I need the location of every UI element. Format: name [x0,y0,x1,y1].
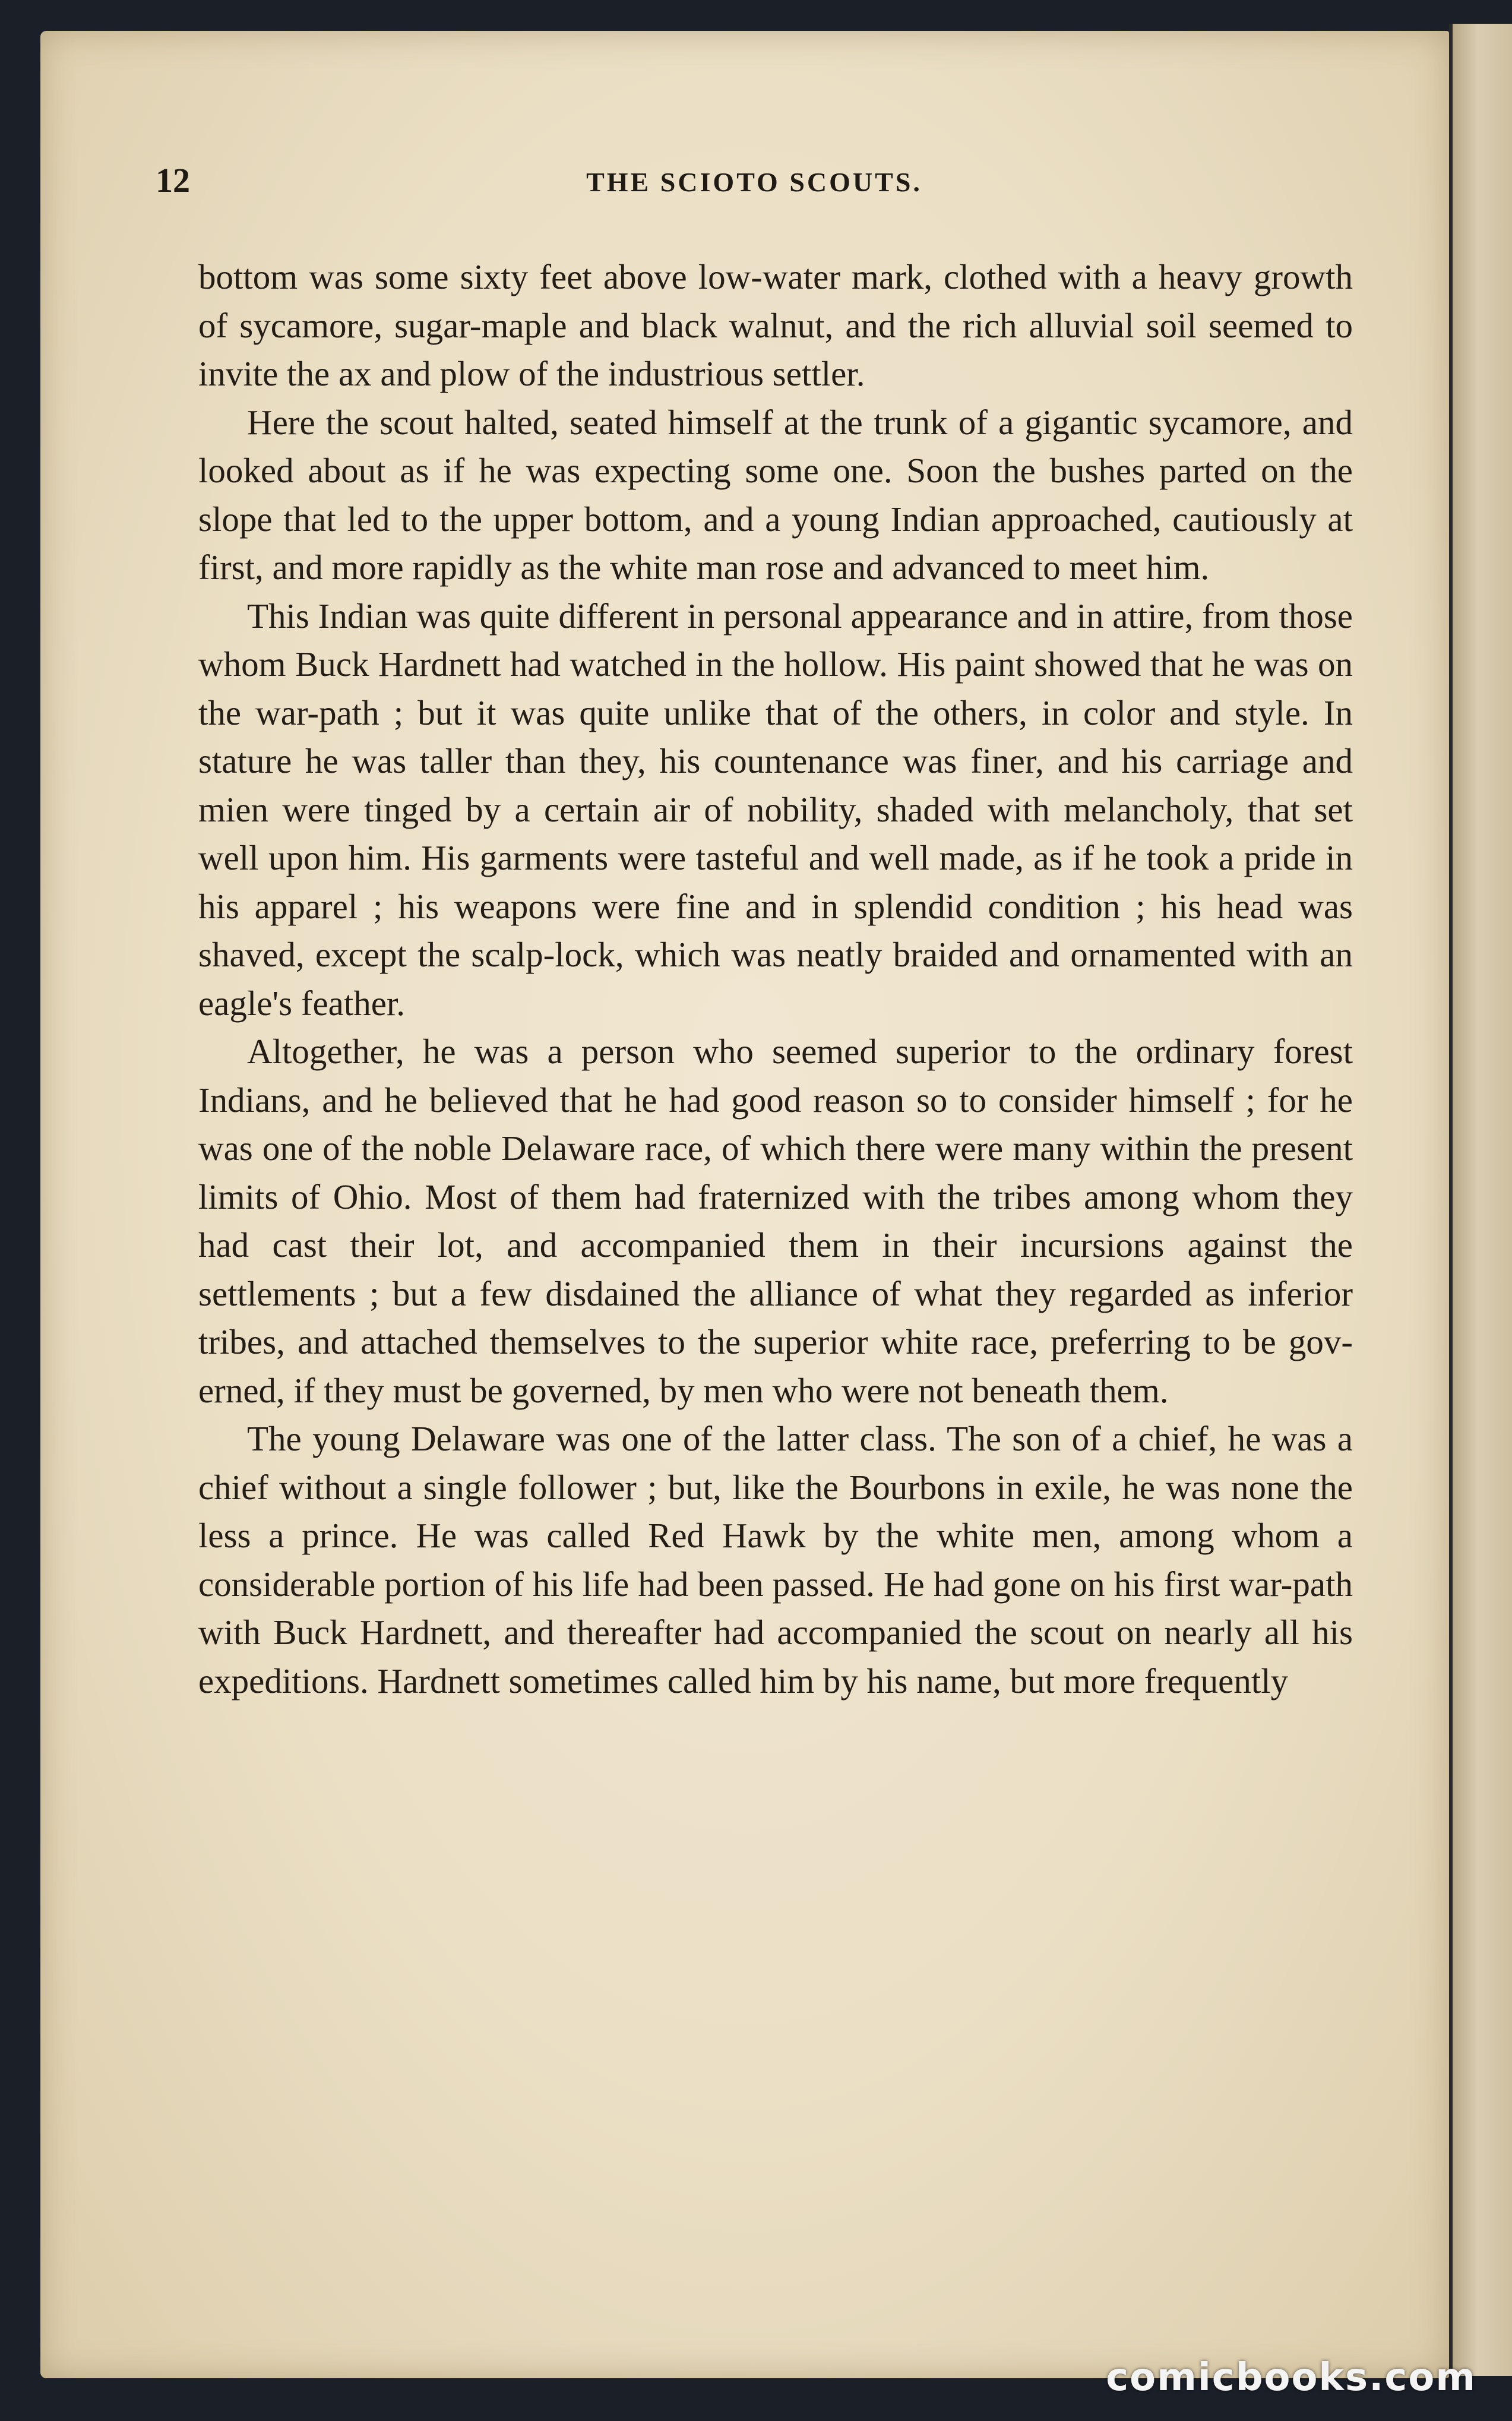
page-number: 12 [156,161,190,200]
running-head: THE SCIOTO SCOUTS. [586,167,922,197]
paragraph-5: The young Delaware was one of the latter class. The son of a chief, he was a chief without a single follower ; but, like the Bourbons in exile, he was none the less a prince. He was called Red Hawk by the white men, among whom a considerable portion of his life had been passed. He had gone on his first war-path with Buck Hardnett, and thereafter had accompanied the scout on nearly all his expeditions. Hardnett sometimes called him by his name, but more frequently [198,1419,1353,1701]
next-page-edge [1449,24,1512,2376]
paragraph-4: Altogether, he was a person who seemed superior to the ordinary forest Indians, and he believed that he had good reason so to consider himself ; for he was one of the noble Delaware race, of which there were many within the present limits of Ohio. Most of them had fraternized with the tribes among whom they had cast their lot, and accompanied them in their incursions against the settlements ; but a few disdained the alliance of what they regarded as inferior tribes, and attached themselves to the superior white race, preferring to be governed, if they must be governed, by men who were not beneath them. [198,1032,1353,1410]
body-text [198,253,1353,1705]
paragraph-3: This Indian was quite different in personal appearance and in attire, from those whom Buck Hardnett had watched in the hollow. His paint showed that he was on the war-path ; but it was quite unlike that of the others, in color and style. In stature he was taller than they, his countenance was finer, and his carriage and mien were tinged by a certain air of nobility, shaded with melancholy, that set well upon him. His garments were tasteful and well made, as if he took a pride in his apparel ; his weapons were fine and in splendid condition ; his head was shaved, except the scalp-lock, which was neatly braided and ornamented with an eagle's feather. [198,596,1353,1023]
paragraph-2: Here the scout halted, seated himself at the trunk of a gigantic sycamore, and looked about as if he was expecting some one. Soon the bushes parted on the slope that led to the upper bottom, and a young Indian approached, cautiously at first, and more rapidly as the white man rose and advanced to meet him. [198,402,1353,587]
watermark: comicbooks.com [1106,2356,1476,2400]
page-header [156,154,1353,208]
paragraph-1: bottom was some sixty feet above low-water mark, clothed with a heavy growth of sycamore, sugar-maple and black walnut, and the rich alluvial soil seemed to invite the ax and plow of the industrious settler. [198,257,1353,393]
